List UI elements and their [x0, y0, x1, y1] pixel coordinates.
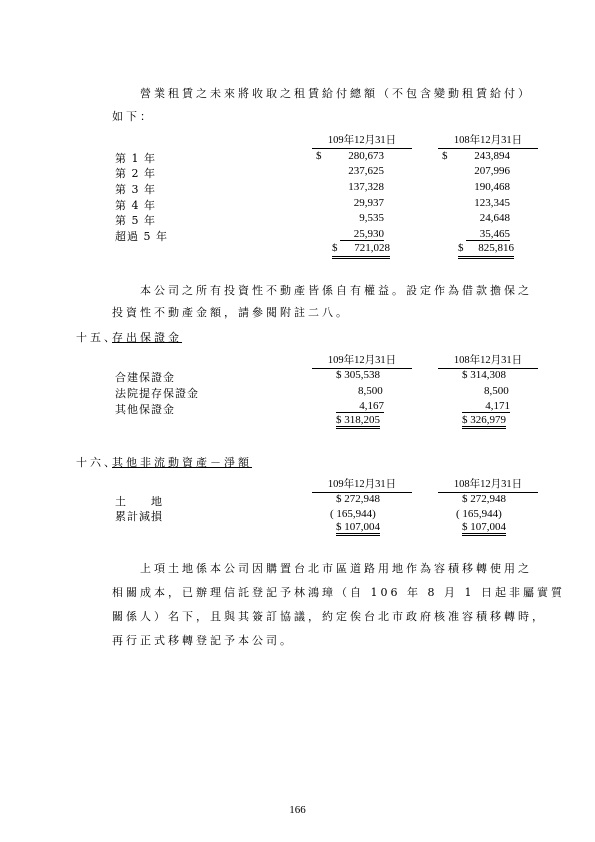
value: 243,894 [474, 150, 510, 162]
value: 207,996 [474, 165, 510, 177]
lease-r6-c2 [438, 228, 538, 243]
para2-line4: 再行正式移轉登記予本公司。 [112, 634, 294, 647]
section15-title: 存出保證金 [112, 331, 182, 344]
s16-total-c1: $ 107,004 [336, 521, 380, 536]
s16-col2-header: 108年12月31日 [438, 476, 538, 493]
lease-intro-line2: 如下： [112, 110, 154, 123]
value: 237,625 [348, 165, 384, 177]
section15-number: 十五、 [76, 331, 118, 344]
lease-r2-c1 [312, 165, 412, 180]
row-label: 超過 5 年 [115, 230, 168, 243]
lease-r1-c2 [438, 150, 538, 165]
lease-r1-c1 [312, 150, 412, 165]
s16-col1-header: 109年12月31日 [312, 476, 412, 493]
value: 25,930 [340, 228, 384, 241]
value: $ 272,948 [336, 493, 380, 505]
page-number: 166 [289, 804, 306, 816]
value: 35,465 [466, 228, 510, 241]
row-label: 其他保證金 [115, 403, 175, 416]
s15-col2-header: 108年12月31日 [438, 352, 538, 369]
value: 123,345 [474, 197, 510, 209]
s15-total-c2: $ 326,979 [462, 414, 506, 429]
row-label: 第 3 年 [115, 183, 156, 196]
value: ( 165,944) [330, 508, 376, 520]
row-label: 第 5 年 [115, 214, 156, 227]
value: $ 272,948 [462, 493, 506, 505]
lease-r2-c2 [438, 165, 538, 180]
row-label: 累計減損 [115, 510, 163, 523]
row-label: 土 地 [115, 495, 163, 508]
value: $ 314,308 [462, 369, 506, 381]
currency-symbol: $ [332, 242, 338, 254]
value: 24,648 [479, 212, 510, 224]
lease-total-c2 [458, 242, 514, 259]
value: 29,937 [353, 197, 384, 209]
value: 4,167 [336, 400, 384, 413]
s15-col1-header: 109年12月31日 [312, 352, 412, 369]
row-label: 法院提存保證金 [115, 387, 199, 400]
section16-title: 其他非流動資產－淨額 [112, 456, 252, 469]
para2-line2: 相關成本，已辦理信託登記予林鴻璋（自 106 年 8 月 1 日起非屬實質 [112, 586, 565, 599]
lease-total-c1 [332, 242, 390, 259]
row-label: 第 4 年 [115, 199, 156, 212]
lease-r5-c2 [438, 212, 538, 227]
lease-r5-c1 [312, 212, 412, 227]
value: 190,468 [474, 181, 510, 193]
row-label: 合建保證金 [115, 371, 175, 384]
currency-symbol: $ [458, 242, 464, 254]
currency-symbol: $ [442, 150, 448, 162]
s16-total-c2: $ 107,004 [462, 521, 506, 536]
lease-col1-header: 109年12月31日 [312, 132, 412, 149]
para2-line3: 關係人）名下，且與其簽訂協議，約定俟台北市政府核准容積移轉時， [112, 610, 546, 623]
value: 8,500 [358, 385, 383, 397]
value: 8,500 [484, 385, 509, 397]
value: 280,673 [348, 150, 384, 162]
lease-r3-c1 [312, 181, 412, 196]
para2-line1: 上項土地係本公司因購置台北市區道路用地作為容積移轉使用之 [140, 562, 532, 575]
value: 137,328 [348, 181, 384, 193]
lease-r4-c1 [312, 197, 412, 212]
value: 721,028 [354, 242, 390, 254]
value: 9,535 [359, 212, 384, 224]
lease-r6-c1 [312, 228, 412, 243]
value: 4,171 [462, 400, 510, 413]
row-label: 第 2 年 [115, 167, 156, 180]
para1-line2: 投資性不動產金額，請參閱附註二八。 [112, 306, 350, 319]
lease-r4-c2 [438, 197, 538, 212]
para1-line1: 本公司之所有投資性不動產皆係自有權益。設定作為借款擔保之 [140, 284, 532, 297]
s15-total-c1: $ 318,205 [336, 414, 380, 429]
section16-number: 十六、 [76, 456, 118, 469]
value: ( 165,944) [456, 508, 502, 520]
lease-r3-c2 [438, 181, 538, 196]
value: 825,816 [478, 242, 514, 254]
value: $ 305,538 [336, 369, 380, 381]
lease-col2-header: 108年12月31日 [438, 132, 538, 149]
row-label: 第 1 年 [115, 152, 156, 165]
currency-symbol: $ [316, 150, 322, 162]
lease-intro-line1: 營業租賃之未來將收取之租賃給付總額（不包含變動租賃給付） [140, 87, 532, 100]
